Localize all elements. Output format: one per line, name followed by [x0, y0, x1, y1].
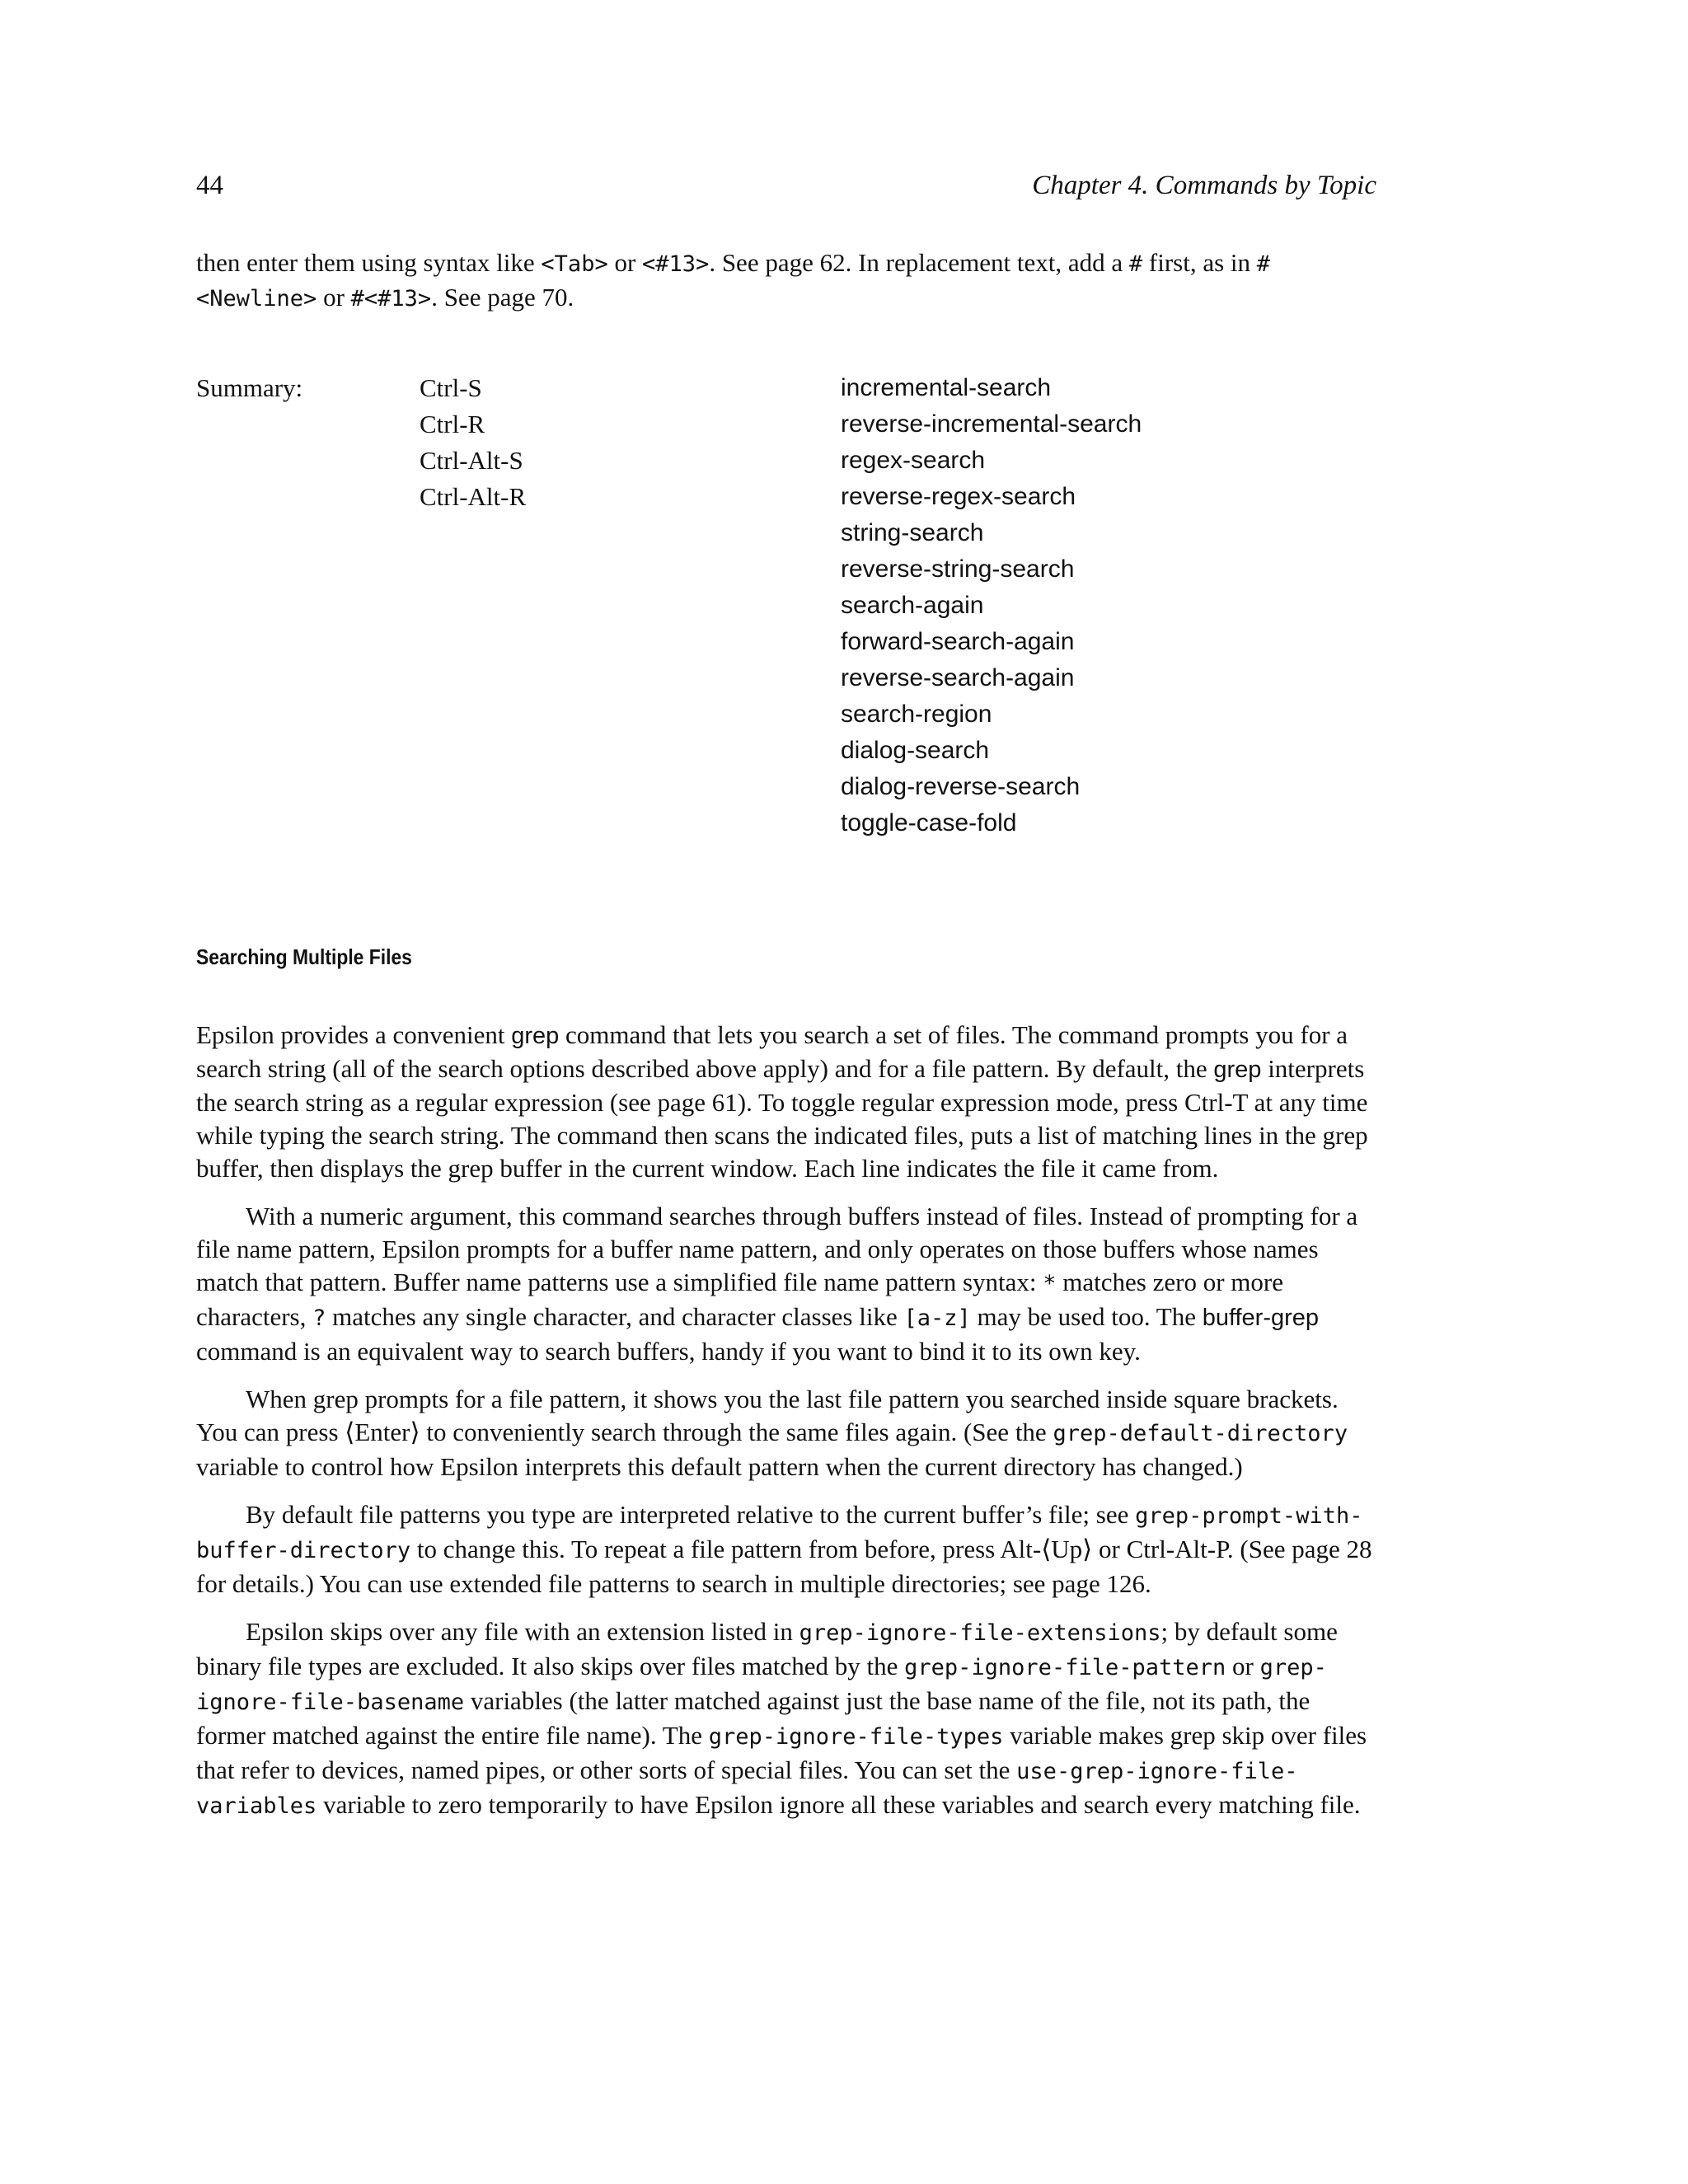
key-binding: Ctrl-Alt-R	[420, 482, 527, 511]
code-hash-char13: #<#13>	[350, 286, 432, 312]
key-binding: Ctrl-R	[420, 410, 485, 438]
code-hash-newline: #<Newline>	[196, 251, 1271, 312]
variable-name: grep-prompt-with-buffer-directory	[196, 1503, 1363, 1563]
key-binding: Ctrl-Alt-S	[420, 446, 523, 475]
command-name: reverse-string-search	[841, 555, 1075, 583]
command-name: search-region	[841, 701, 992, 728]
code-inline: ?	[312, 1305, 326, 1331]
paragraph: By default file patterns you type are interpreted relative to the current buffer’s file; see grep-prompt-with-buffer-directory to change this. To repeat a file pattern from before, press Alt-⟨Up⟩ or Ctrl-Alt-P. (See page 28 for details.) You can use extended file patterns to search in multiple directories; see page 126.	[196, 1500, 1372, 1598]
variable-name: grep-ignore-file-types	[708, 1724, 1004, 1750]
variable-name: use-grep-ignore-file-variables	[196, 1759, 1298, 1819]
summary-table	[196, 370, 1376, 841]
key-binding: Ctrl-S	[420, 373, 482, 402]
paragraph: Epsilon skips over any file with an extension listed in grep-ignore-file-extensions; by default some binary file types are excluded. It also skips over files matched by the grep-ignore-file-pattern or grep-ignore-file-basename variables (the latter matched against just the base name of the file, not its path, the former matched against the entire file name). The grep-ignore-file-types variable makes grep skip over files that refer to devices, named pipes, or other sorts of special files. You can set the use-grep-ignore-file-variables variable to zero temporarily to have Epsilon ignore all these variables and search every matching file.	[196, 1617, 1367, 1819]
code-tab: <Tab>	[541, 251, 608, 277]
paragraph: Epsilon provides a convenient grep command that lets you search a set of files. The command prompts you for a search string (all of the search options described above apply) and for a file pattern. By default, the grep interprets the search string as a regular expression (see page 61). To toggle regular expression mode, press Ctrl-T at any time while typing the search string. The command then scans the indicated files, puts a list of matching lines in the grep buffer, then displays the grep buffer in the current window. Each line indicates the file it came from.	[196, 1020, 1368, 1183]
summary-label: Summary:	[196, 373, 303, 402]
paragraph: When grep prompts for a file pattern, it shows you the last file pattern you searched inside square brackets. You can press ⟨Enter⟩ to conveniently search through the same files again. (See the grep-default-directory variable to control how Epsilon interprets this default pattern when the current directory has changed.)	[196, 1385, 1348, 1481]
paragraph: With a numeric argument, this command searches through buffers instead of files. Instead of prompting for a file name pattern, Epsilon prompts for a buffer name pattern, and only operates on those buffers whose names match that pattern. Buffer name patterns use a simplified file name pattern syntax: * matches zero or more characters, ? matches any single character, and character classes like [a-z] may be used too. The buffer-grep command is an equivalent way to search buffers, handy if you want to bind it to its own key.	[196, 1202, 1358, 1366]
variable-name: grep-ignore-file-pattern	[904, 1655, 1226, 1680]
code-inline: *	[1043, 1271, 1057, 1296]
summary-keys-column	[420, 370, 841, 841]
page-number: 44	[196, 171, 223, 200]
command-name: reverse-search-again	[841, 664, 1075, 691]
document-page	[196, 169, 1376, 1838]
variable-name: grep-default-directory	[1053, 1421, 1348, 1446]
chapter-title: Chapter 4. Commands by Topic	[1032, 171, 1376, 200]
command-name: incremental-search	[841, 374, 1052, 401]
variable-name: grep-ignore-file-basename	[196, 1655, 1327, 1715]
summary-commands-column	[841, 370, 1376, 841]
intro-paragraph: then enter them using syntax like <Tab> or <#13>. See page 62. In replacement text, add a # first, as in #<Newline> or #<#13>. See page 70.	[196, 248, 1271, 312]
section-body	[196, 1019, 1376, 1823]
code-inline: [a-z]	[903, 1305, 971, 1331]
variable-name: grep-ignore-file-extensions	[799, 1620, 1161, 1646]
command-name: reverse-incremental-search	[841, 410, 1142, 438]
command-name: string-search	[841, 519, 984, 546]
running-header	[196, 169, 1376, 205]
command-ref: grep	[511, 1023, 560, 1049]
command-name: forward-search-again	[841, 628, 1075, 655]
command-name: regex-search	[841, 447, 986, 474]
command-name: reverse-regex-search	[841, 483, 1076, 510]
code-char13: <#13>	[642, 251, 710, 277]
command-name: dialog-reverse-search	[841, 773, 1081, 800]
command-name: toggle-case-fold	[841, 809, 1017, 837]
command-name: dialog-search	[841, 737, 990, 764]
command-ref: grep	[1213, 1057, 1262, 1083]
command-name: search-again	[841, 592, 984, 619]
section-heading: Searching Multiple Files	[196, 944, 412, 969]
command-ref: buffer-grep	[1202, 1305, 1320, 1331]
summary-label-column	[196, 370, 420, 841]
code-hash: #	[1128, 251, 1143, 277]
